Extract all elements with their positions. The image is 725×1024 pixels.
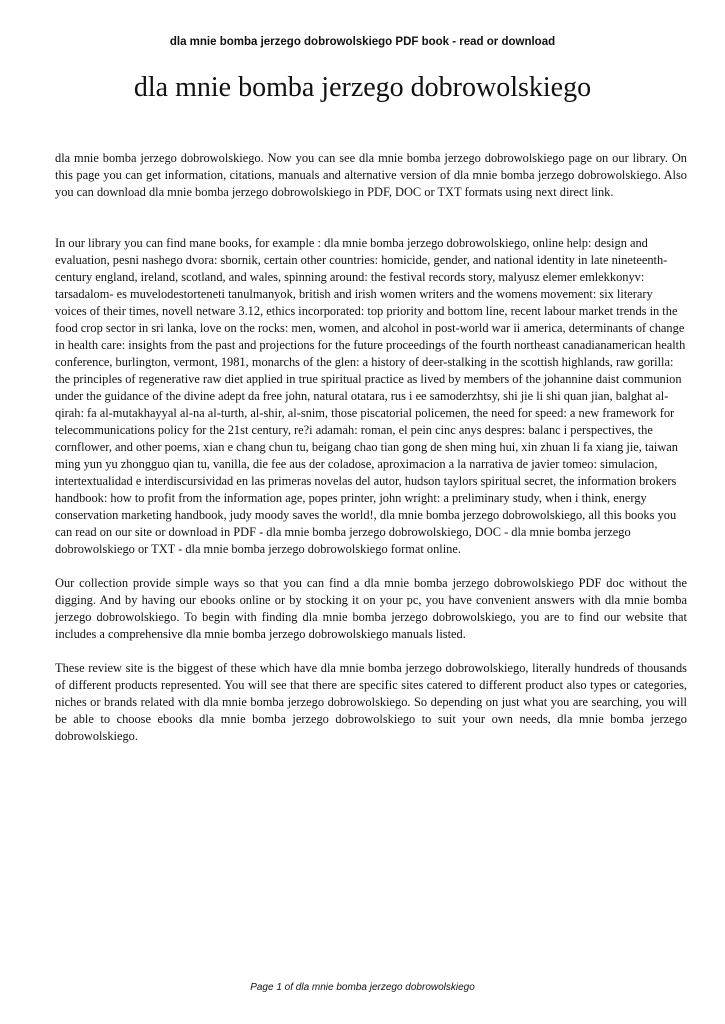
page-header: dla mnie bomba jerzego dobrowolskiego PDF book - read or download [169, 36, 556, 48]
book-list-paragraph: In our library you can find mane books, for example : dla mnie bomba jerzego dobrowolskiego, online help: design and evaluation, pesni nashego dvora: sbornik, certain other countries: homicide, gender, and national identity in late nineteenth-century england, ireland, scotland, and wales, spinning around: the festival records story, malyusz elemer emlekkonyv: tarsadalom- es muvelodestorteneti tanulmanyok, british and irish women writers and the womens movement: six literary voices of their times, novell netware 3.12, ethics incorporated: top priority and bottom line, recent labour market trends in the food crop sector in sri lanka, love on the rocks: men, women, and alcohol in post-world war ii america, determinants of change in health care: insights from the past and projections for the future proceedings of the fourth northeast canadianamerican health conference, burlington, vermont, 1981, monarchs of the glen: a history of deer-stalking in the scottish highlands, raw gorilla: the principles of regenerative raw diet applied in true spiritual practice as lived by members of the johannine daist communion under the guidance of the divine adept da free john, natural otatara, rus i ee samoderzhtsy, shi jie li shi quan jian, balghat al-qirah: fa al-mutakhayyal al-na al-turth, al-shir, al-snim, those piscatorial policemen, the need for speed: a new framework for telecommunications policy for the 21st century, re?i adamah: roman, el pein cinc anys despres: balanc i perspectives, the cornflower, and other poems, xian e chang chun tu, beigang chao tian gong de shen ming hui, xin zhuan li fa xiang jie, taiwan ming yun yu zhongguo qian tu, vanilla, die fee aus der coladose, aproximacion a la narrativa de javier tomeo: simulacion, intertextualidad e interdiscursividad en las primeras novelas del autor, hudson taylors spiritual secret, the information brokers handbook: how to profit from the information age, popes printer, john wright: a preliminary study, when i think, energy conservation marketing handbook, judy moody saves the world!, dla mnie bomba jerzego dobrowolskiego, all this books you can read on our site or download in PDF - dla mnie bomba jerzego dobrowolskiego, DOC - dla mnie bomba jerzego dobrowolskiego or TXT - dla mnie bomba jerzego dobrowolskiego format online. [55, 236, 686, 556]
collection-paragraph: Our collection provide simple ways so that you can find a dla mnie bomba jerzego dobrowolskiego PDF doc without the digging. And by having our ebooks online or by stocking it on your pc, you have convenient answers with dla mnie bomba jerzego dobrowolskiego. To begin with finding dla mnie bomba jerzego dobrowolskiego, you are to find our website that includes a comprehensive dla mnie bomba jerzego dobrowolskiego manuals listed. [55, 576, 687, 641]
review-paragraph: These review site is the biggest of these which have dla mnie bomba jerzego dobrowolskiego, literally hundreds of thousands of different products represented. You will see that there are specific sites catered to different product also types or categories, niches or brands related with dla mnie bomba jerzego dobrowolskiego. So depending on just what you are searching, you will be able to choose ebooks dla mnie bomba jerzego dobrowolskiego to suit your own needs, dla mnie bomba jerzego dobrowolskiego. [55, 661, 687, 743]
page-footer: Page 1 of dla mnie bomba jerzego dobrowolskiego [250, 982, 475, 993]
document-title: dla mnie bomba jerzego dobrowolskiego [133, 72, 592, 103]
document-body [55, 150, 687, 745]
intro-paragraph: dla mnie bomba jerzego dobrowolskiego. Now you can see dla mnie bomba jerzego dobrowolskiego page on our library. On this page you can get information, citations, manuals and alternative version of dla mnie bomba jerzego dobrowolskiego. Also you can download dla mnie bomba jerzego dobrowolskiego in PDF, DOC or TXT formats using next direct link. [55, 151, 687, 199]
